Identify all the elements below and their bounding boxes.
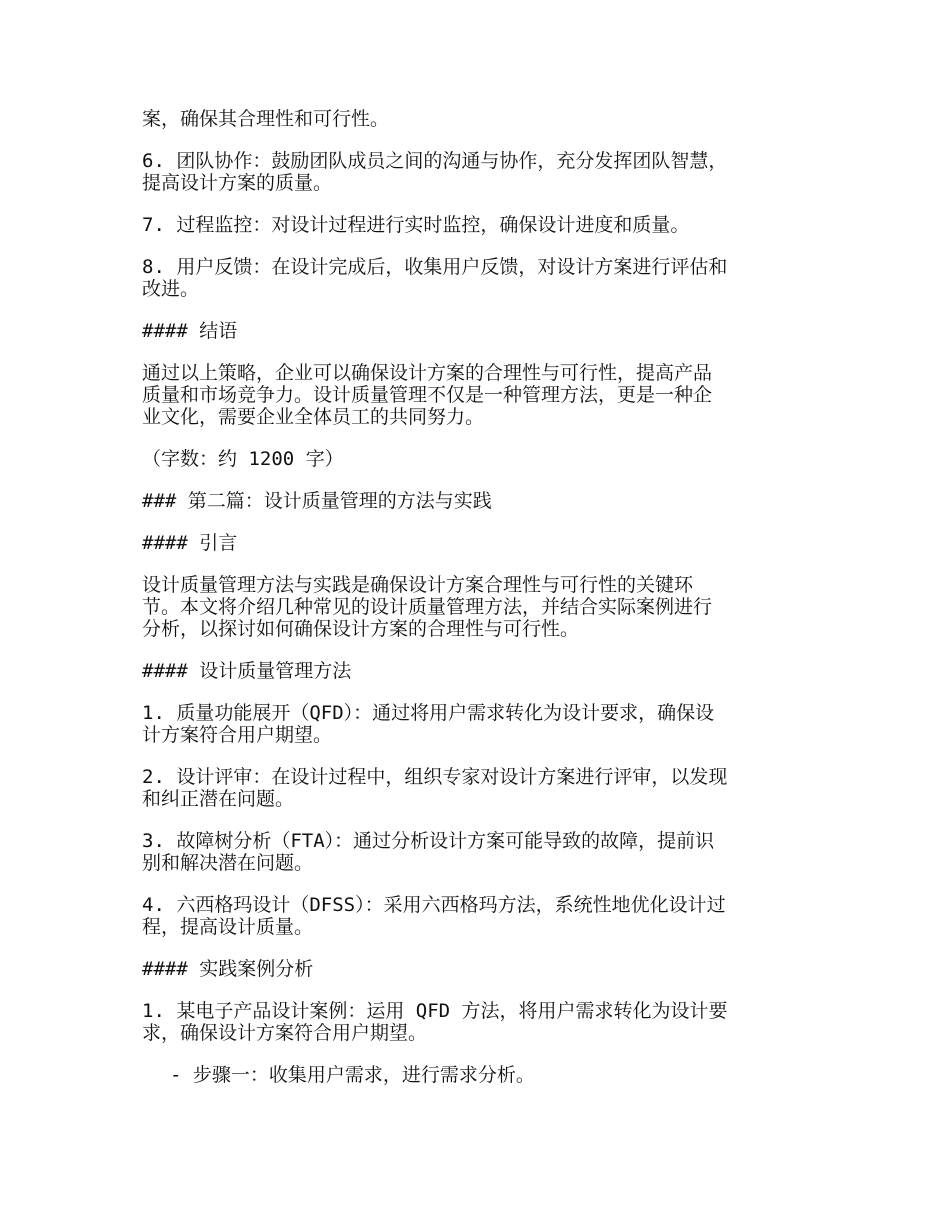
list-item-qfd: 1. 质量功能展开（QFD）：通过将用户需求转化为设计要求，确保设 计方案符合用户期望。 [142,702,715,746]
heading-methods: #### 设计质量管理方法 [142,660,352,682]
heading-introduction: #### 引言 [142,532,238,554]
list-item-fta: 3. 故障树分析（FTA）：通过分析设计方案可能导致的故障，提前识 别和解决潜在问题。 [142,830,715,874]
heading-case-analysis: #### 实践案例分析 [142,958,314,980]
list-item-electronics-case: 1. 某电子产品设计案例：运用 QFD 方法，将用户需求转化为设计要 求，确保设计方案符合用户期望。 [142,1000,728,1044]
document-body [142,108,810,1106]
paragraph-conclusion: 通过以上策略，企业可以确保设计方案的合理性与可行性，提高产品 质量和市场竞争力。设计质量管理不仅是一种管理方法，更是一种企 业文化，需要企业全体员工的共同努力。 [142,362,713,428]
paragraph-continuation: 案，确保其合理性和可行性。 [142,108,390,130]
word-count-note: （字数：约 1200 字） [142,448,344,470]
heading-conclusion: #### 结语 [142,320,238,342]
list-item-user-feedback: 8. 用户反馈：在设计完成后，收集用户反馈，对设计方案进行评估和 改进。 [142,256,728,300]
list-item-process-monitoring: 7. 过程监控：对设计过程进行实时监控，确保设计进度和质量。 [142,214,690,236]
list-item-team-collaboration: 6. 团队协作：鼓励团队成员之间的沟通与协作，充分发挥团队智慧， 提高设计方案的质量。 [142,150,728,194]
paragraph-introduction: 设计质量管理方法与实践是确保设计方案合理性与可行性的关键环 节。本文将介绍几种常见的设计质量管理方法，并结合实际案例进行 分析，以探讨如何确保设计方案的合理性与可行性。 [142,574,713,640]
list-item-dfss: 4. 六西格玛设计（DFSS）：采用六西格玛方法，系统性地优化设计过 程，提高设计质量。 [142,894,726,938]
sub-list-item-step-one: - 步骤一：收集用户需求，进行需求分析。 [170,1064,535,1086]
heading-part-two: ### 第二篇：设计质量管理的方法与实践 [142,490,492,512]
list-item-design-review: 2. 设计评审：在设计过程中，组织专家对设计方案进行评审，以发现 和纠正潜在问题。 [142,766,728,810]
